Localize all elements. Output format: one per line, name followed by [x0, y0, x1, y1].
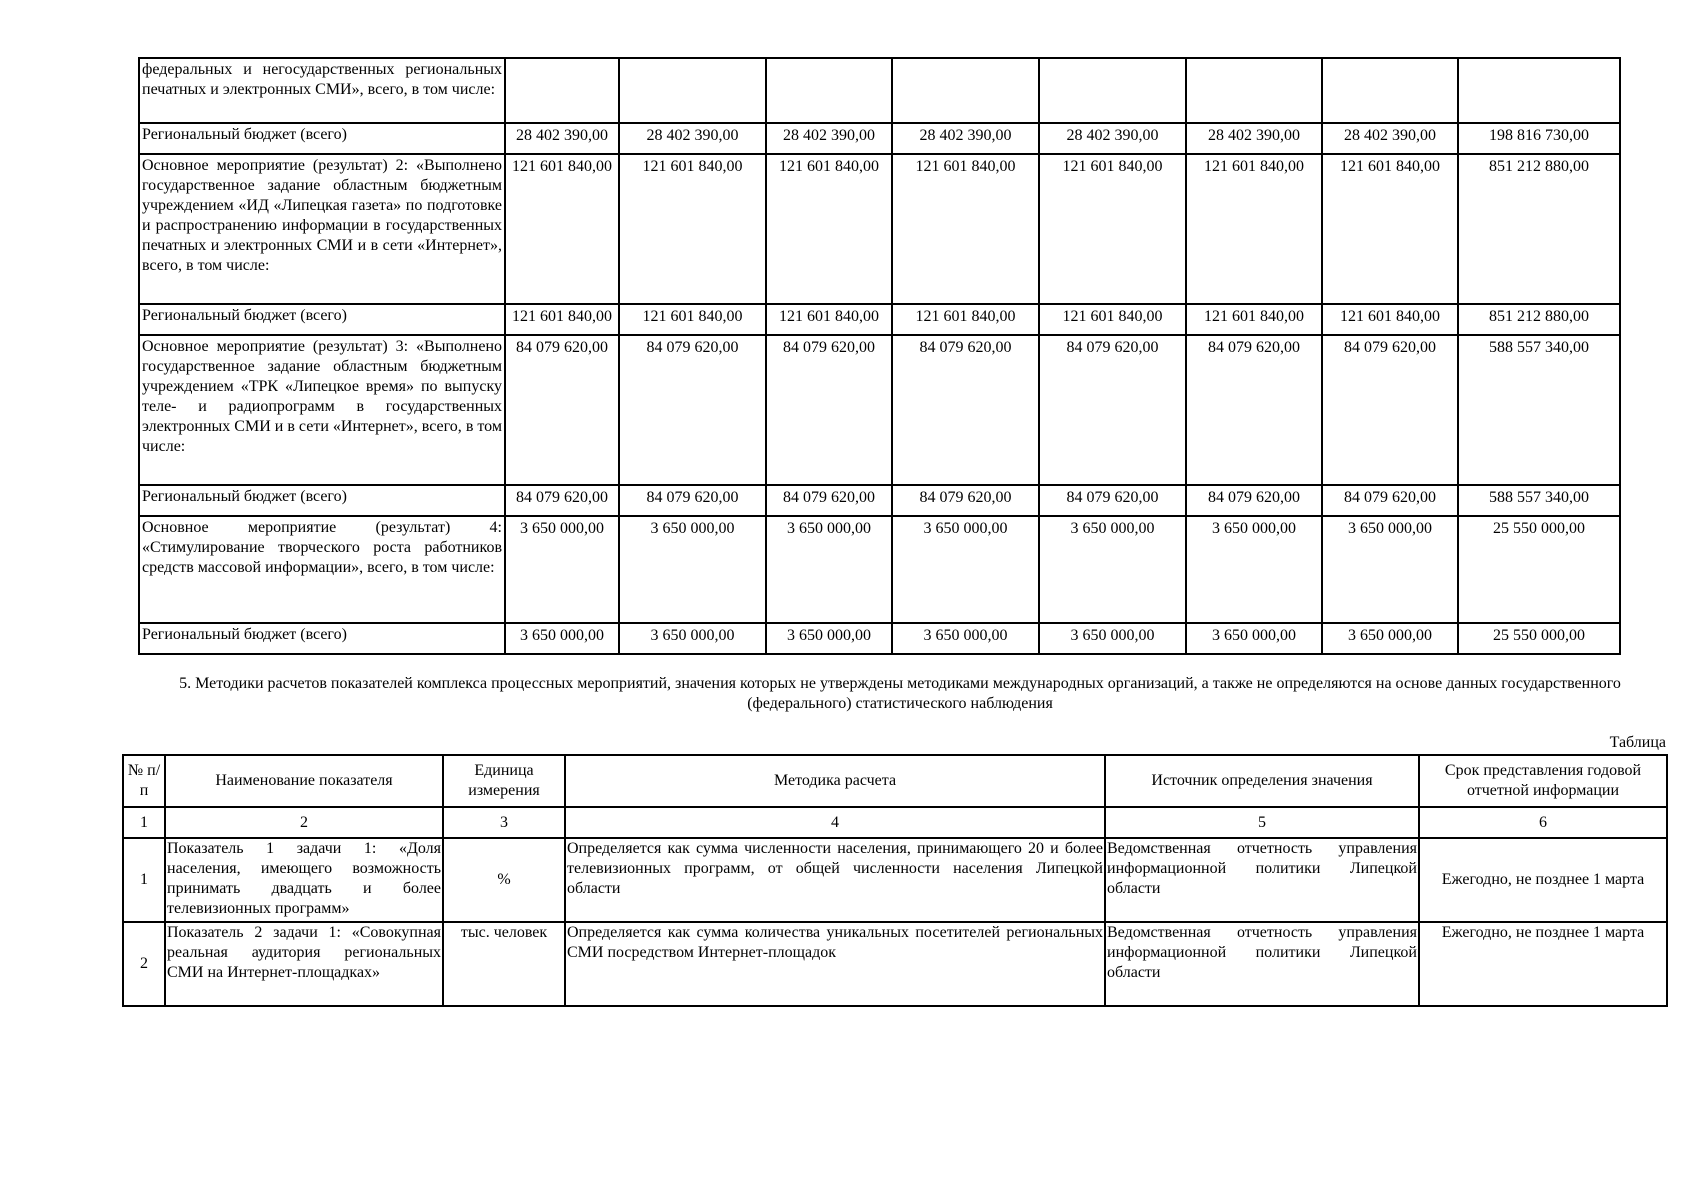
- budget-year-cell: 3 650 000,00: [505, 623, 619, 654]
- budget-year-cell: 28 402 390,00: [1186, 123, 1322, 154]
- budget-year-cell: 121 601 840,00: [505, 304, 619, 335]
- header-deadline: Срок представления годовой отчетной информации: [1419, 755, 1667, 807]
- budget-year-cell: 3 650 000,00: [619, 516, 766, 623]
- table-caption: Таблица: [1609, 734, 1666, 751]
- header-name: Наименование показателя: [165, 755, 443, 807]
- budget-total-cell: 588 557 340,00: [1458, 335, 1620, 485]
- unit-of-measure: %: [443, 838, 565, 922]
- budget-year-cell: [892, 58, 1039, 123]
- budget-year-cell: 3 650 000,00: [1039, 516, 1186, 623]
- budget-row-label: Основное мероприятие (результат) 3: «Выполнено государственное задание областным бюджетным учреждением «ТРК «Липецкое время» по выпуску теле- и радиопрограмм в государственных электронных СМИ и в сети «Интернет», всего, в том числе:: [139, 335, 505, 485]
- data-source: Ведомственная отчетность управления информационной политики Липецкой области: [1105, 838, 1419, 922]
- budget-row-label: Региональный бюджет (всего): [139, 304, 505, 335]
- budget-year-cell: 84 079 620,00: [1322, 485, 1458, 516]
- budget-row: [139, 485, 1620, 516]
- budget-year-cell: 121 601 840,00: [1186, 304, 1322, 335]
- budget-year-cell: [1186, 58, 1322, 123]
- budget-year-cell: 28 402 390,00: [766, 123, 892, 154]
- budget-year-cell: 84 079 620,00: [505, 485, 619, 516]
- budget-year-cell: 121 601 840,00: [1039, 154, 1186, 304]
- calculation-method: Определяется как сумма количества уникальных посетителей региональных СМИ посредством Интернет-площадок: [565, 922, 1105, 1006]
- budget-year-cell: 3 650 000,00: [1039, 623, 1186, 654]
- budget-year-cell: 3 650 000,00: [1322, 516, 1458, 623]
- budget-row: [139, 304, 1620, 335]
- header-method: Методика расчета: [565, 755, 1105, 807]
- column-number: 3: [443, 807, 565, 838]
- methods-table: [122, 754, 1668, 1007]
- budget-row: [139, 123, 1620, 154]
- budget-year-cell: [1039, 58, 1186, 123]
- budget-year-cell: 121 601 840,00: [766, 304, 892, 335]
- budget-row-label: Основное мероприятие (результат) 2: «Выполнено государственное задание областным бюджетным учреждением «ИД «Липецкая газета» по подготовке и распространению информации в государственных печатных и электронных СМИ и в сети «Интернет», всего, в том числе:: [139, 154, 505, 304]
- row-number: 2: [123, 922, 165, 1006]
- reporting-deadline: Ежегодно, не позднее 1 марта: [1419, 922, 1667, 1006]
- budget-year-cell: 121 601 840,00: [892, 154, 1039, 304]
- budget-year-cell: 28 402 390,00: [1322, 123, 1458, 154]
- column-number: 1: [123, 807, 165, 838]
- methods-header-row: [123, 755, 1667, 807]
- budget-year-cell: 3 650 000,00: [766, 623, 892, 654]
- row-number: 1: [123, 838, 165, 922]
- header-source: Источник определения значения: [1105, 755, 1419, 807]
- budget-year-cell: 121 601 840,00: [1186, 154, 1322, 304]
- indicator-name: Показатель 2 задачи 1: «Совокупная реальная аудитория региональных СМИ на Интернет-площадках»: [165, 922, 443, 1006]
- budget-year-cell: 84 079 620,00: [766, 485, 892, 516]
- section-heading: 5. Методики расчетов показателей комплекса процессных мероприятий, значения которых не утверждены методиками международных организаций, а также не определяются на основе данных государственного (федерального) статистического наблюдения: [179, 675, 1621, 712]
- budget-year-cell: 84 079 620,00: [1186, 335, 1322, 485]
- budget-year-cell: 84 079 620,00: [1039, 485, 1186, 516]
- budget-year-cell: 3 650 000,00: [1186, 516, 1322, 623]
- budget-total-cell: 198 816 730,00: [1458, 123, 1620, 154]
- column-number: 5: [1105, 807, 1419, 838]
- column-number: 4: [565, 807, 1105, 838]
- methods-row: [123, 838, 1667, 922]
- budget-year-cell: 84 079 620,00: [1322, 335, 1458, 485]
- indicator-name: Показатель 1 задачи 1: «Доля населения, имеющего возможность принимать двадцать и более телевизионных программ»: [165, 838, 443, 922]
- budget-year-cell: 84 079 620,00: [766, 335, 892, 485]
- budget-year-cell: 3 650 000,00: [892, 516, 1039, 623]
- budget-year-cell: 28 402 390,00: [1039, 123, 1186, 154]
- budget-year-cell: 3 650 000,00: [892, 623, 1039, 654]
- budget-total-cell: 851 212 880,00: [1458, 154, 1620, 304]
- budget-total-cell: [1458, 58, 1620, 123]
- budget-row: [139, 623, 1620, 654]
- budget-year-cell: 84 079 620,00: [1186, 485, 1322, 516]
- budget-year-cell: 28 402 390,00: [892, 123, 1039, 154]
- budget-row-label: Региональный бюджет (всего): [139, 123, 505, 154]
- budget-row-label: федеральных и негосударственных региональных печатных и электронных СМИ», всего, в том числе:: [139, 58, 505, 123]
- budget-row: [139, 335, 1620, 485]
- budget-year-cell: 121 601 840,00: [619, 154, 766, 304]
- budget-year-cell: 84 079 620,00: [505, 335, 619, 485]
- budget-total-cell: 25 550 000,00: [1458, 623, 1620, 654]
- budget-year-cell: [619, 58, 766, 123]
- budget-year-cell: [505, 58, 619, 123]
- budget-year-cell: 121 601 840,00: [892, 304, 1039, 335]
- budget-row-label: Основное мероприятие (результат) 4: «Стимулирование творческого роста работников средств массовой информации», всего, в том числе:: [139, 516, 505, 623]
- budget-year-cell: 121 601 840,00: [619, 304, 766, 335]
- budget-year-cell: 28 402 390,00: [619, 123, 766, 154]
- methods-column-numbers-row: [123, 807, 1667, 838]
- header-num: № п/п: [123, 755, 165, 807]
- budget-total-cell: 588 557 340,00: [1458, 485, 1620, 516]
- budget-year-cell: [766, 58, 892, 123]
- budget-row-label: Региональный бюджет (всего): [139, 623, 505, 654]
- budget-table-body: [139, 58, 1620, 654]
- budget-year-cell: 121 601 840,00: [1039, 304, 1186, 335]
- reporting-deadline: Ежегодно, не позднее 1 марта: [1419, 838, 1667, 922]
- budget-row: [139, 516, 1620, 623]
- budget-table: [138, 57, 1621, 655]
- budget-year-cell: 84 079 620,00: [892, 485, 1039, 516]
- budget-year-cell: 28 402 390,00: [505, 123, 619, 154]
- budget-year-cell: 3 650 000,00: [1186, 623, 1322, 654]
- header-unit: Единица измерения: [443, 755, 565, 807]
- budget-year-cell: 84 079 620,00: [619, 485, 766, 516]
- unit-of-measure: тыс. человек: [443, 922, 565, 1006]
- column-number: 6: [1419, 807, 1667, 838]
- budget-year-cell: 121 601 840,00: [766, 154, 892, 304]
- budget-year-cell: 3 650 000,00: [766, 516, 892, 623]
- budget-total-cell: 25 550 000,00: [1458, 516, 1620, 623]
- budget-year-cell: 121 601 840,00: [1322, 154, 1458, 304]
- data-source: Ведомственная отчетность управления информационной политики Липецкой области: [1105, 922, 1419, 1006]
- calculation-method: Определяется как сумма численности населения, принимающего 20 и более телевизионных программ, от общей численности населения Липецкой области: [565, 838, 1105, 922]
- budget-year-cell: 3 650 000,00: [1322, 623, 1458, 654]
- budget-row: [139, 154, 1620, 304]
- column-number: 2: [165, 807, 443, 838]
- budget-year-cell: 121 601 840,00: [1322, 304, 1458, 335]
- budget-year-cell: [1322, 58, 1458, 123]
- budget-row: [139, 58, 1620, 123]
- budget-year-cell: 84 079 620,00: [619, 335, 766, 485]
- budget-total-cell: 851 212 880,00: [1458, 304, 1620, 335]
- budget-year-cell: 3 650 000,00: [505, 516, 619, 623]
- budget-year-cell: 84 079 620,00: [892, 335, 1039, 485]
- methods-row: [123, 922, 1667, 1006]
- budget-year-cell: 84 079 620,00: [1039, 335, 1186, 485]
- budget-year-cell: 121 601 840,00: [505, 154, 619, 304]
- budget-year-cell: 3 650 000,00: [619, 623, 766, 654]
- budget-row-label: Региональный бюджет (всего): [139, 485, 505, 516]
